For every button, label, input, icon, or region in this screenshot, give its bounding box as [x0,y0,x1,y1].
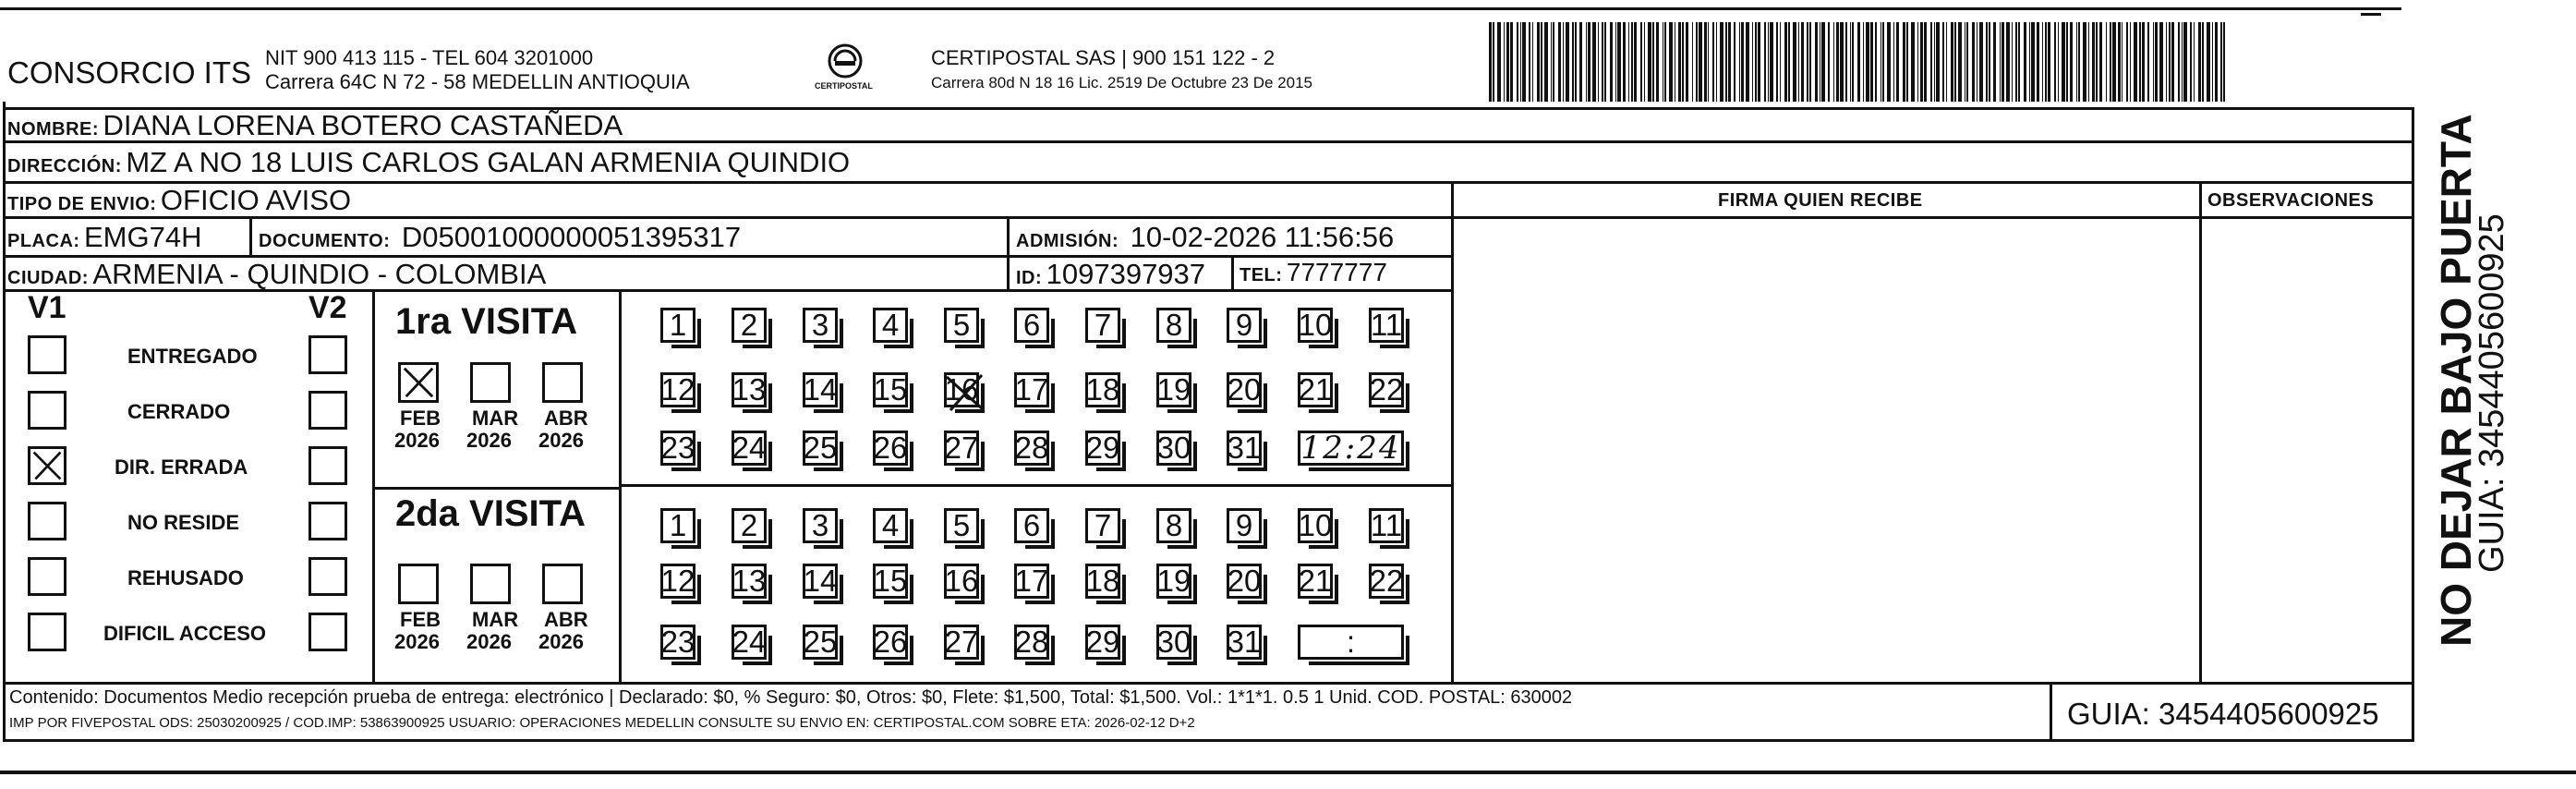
row-line-8 [372,487,620,490]
x-mark-icon [943,371,986,414]
placa-value: EMG74H [84,221,202,253]
year-label: 2026 [538,630,584,653]
row-line-3 [3,181,2414,184]
day-number: 29 [1085,431,1120,465]
day-box[interactable] [803,372,838,407]
day-number: 20 [1227,564,1262,598]
day-box[interactable] [1227,372,1262,407]
ciudad-label: CIUDAD: [7,268,89,288]
day-box[interactable] [873,431,908,466]
day-box[interactable] [1085,308,1120,343]
year-label: 2026 [466,630,512,653]
day-number: 11 [1370,508,1403,542]
nombre-value: DIANA LORENA BOTERO CASTAÑEDA [103,109,623,141]
top-right-dash [2361,13,2381,16]
nombre-field [7,109,623,142]
day-number: 17 [1014,564,1049,598]
documento-field [259,221,741,254]
tel-value: 7777777 [1286,258,1387,286]
v1-header: V1 [28,290,67,325]
day-box[interactable] [873,308,908,343]
v1-checkbox[interactable] [28,446,67,485]
day-box[interactable] [660,625,695,660]
x-mark-icon [401,365,436,400]
day-number: 21 [1298,564,1333,598]
month-label: ABR [544,407,588,430]
day-box[interactable] [873,625,908,660]
day-box[interactable] [1298,308,1333,343]
day-number: 22 [1369,564,1404,598]
v1-checkbox[interactable] [28,502,67,540]
v1-checkbox[interactable] [28,613,67,651]
day-box[interactable] [732,625,767,660]
day-number: 24 [732,625,767,659]
certipostal-logo [813,41,877,102]
day-number: 8 [1165,508,1183,542]
visit1-title: 1ra VISITA [395,301,578,342]
day-box[interactable] [1227,564,1262,599]
id-label: ID: [1016,268,1043,288]
visit2-title: 2da VISITA [395,493,586,534]
day-box[interactable] [1014,308,1049,343]
divider-status-visit [372,289,375,682]
v2-header: V2 [308,290,347,325]
firma-header: FIRMA QUIEN RECIBE [1718,190,1923,211]
day-number: 25 [803,625,838,659]
day-box[interactable] [1156,372,1191,407]
day-box[interactable] [1369,308,1404,343]
month-checkbox[interactable] [470,564,511,604]
day-number: 4 [881,508,900,542]
day-number: 13 [732,372,767,407]
day-box[interactable] [732,564,767,599]
day-box[interactable] [1369,564,1404,599]
day-number: 7 [1094,508,1112,542]
top-border-line [0,7,2401,10]
day-box[interactable] [660,431,695,466]
day-box[interactable] [732,508,767,543]
day-number: 20 [1227,372,1262,407]
day-box[interactable] [1014,431,1049,466]
v2-checkbox[interactable] [308,502,347,540]
x-mark-icon [30,449,64,482]
day-box[interactable] [1156,564,1191,599]
placa-field [7,221,201,254]
month-label: MAR [472,407,519,430]
day-number: 6 [1022,308,1041,342]
day-box[interactable] [1227,431,1262,466]
month-checkbox[interactable] [470,362,511,403]
day-box[interactable] [803,431,838,466]
day-box[interactable] [1369,508,1404,543]
day-box[interactable] [1227,508,1262,543]
v2-checkbox[interactable] [308,557,347,596]
day-number: 21 [1298,372,1333,407]
day-box[interactable] [803,625,838,660]
status-option-label: REHUSADO [127,566,244,589]
day-number: 14 [803,372,838,407]
status-option-label: CERRADO [127,400,231,423]
day-number: 27 [944,625,979,659]
day-number: 25 [803,431,838,465]
nombre-label: NOMBRE: [7,119,100,140]
status-option-label: DIR. ERRADA [115,455,248,479]
admision-value: 10-02-2026 11:56:56 [1130,221,1395,253]
day-number: 5 [952,308,971,342]
form-left-border [3,102,6,682]
day-box[interactable] [873,564,908,599]
day-number: 1 [669,508,687,542]
day-box[interactable] [803,564,838,599]
day-box[interactable] [944,431,979,466]
day-box[interactable] [1014,508,1049,543]
day-number: 12 [660,564,695,598]
tipo-envio-label: TIPO DE ENVIO: [7,194,157,214]
day-number: 2 [740,508,758,542]
day-box[interactable] [660,508,695,543]
day-box[interactable] [1298,564,1333,599]
day-box[interactable] [944,625,979,660]
day-number: 3 [811,508,829,542]
id-value: 1097397937 [1046,258,1206,290]
day-box[interactable] [1085,625,1120,660]
divider-firma-left [1451,181,1454,685]
month-checkbox[interactable] [542,564,583,604]
day-box[interactable] [1156,625,1191,660]
day-box[interactable] [1156,431,1191,466]
day-number: 31 [1227,625,1262,659]
day-number: 15 [873,564,908,598]
day-number: 10 [1298,508,1333,542]
v2-checkbox[interactable] [308,446,347,485]
ciudad-value: ARMENIA - QUINDIO - COLOMBIA [92,258,547,290]
v2-checkbox[interactable] [308,335,347,374]
day-number: 24 [732,431,767,465]
day-number: 16 [944,564,979,598]
day-number: 8 [1165,308,1183,342]
day-number: 2 [740,308,758,342]
day-number: 9 [1235,508,1253,542]
bottom-page-line [0,771,2576,774]
day-number: 28 [1014,625,1049,659]
observaciones-header: OBSERVACIONES [2207,190,2375,211]
status-option-label: DIFICIL ACCESO [103,622,267,645]
day-box[interactable] [944,372,979,407]
v1-checkbox[interactable] [28,391,67,430]
day-box[interactable] [873,508,908,543]
day-box[interactable] [1156,308,1191,343]
day-number: 6 [1022,508,1041,542]
day-number: 23 [660,625,695,659]
day-box[interactable] [1014,625,1049,660]
year-label: 2026 [394,630,440,653]
month-checkbox[interactable] [398,564,439,604]
day-number: 7 [1094,308,1112,342]
month-label: FEB [400,407,441,430]
tipo-envio-value: OFICIO AVISO [160,184,352,216]
divider-admision [1007,216,1010,289]
footer-bottom-line [3,739,2414,742]
status-option-label: NO RESIDE [127,511,240,534]
day-number: 26 [873,431,908,465]
time-box[interactable] [1298,625,1404,660]
direccion-label: DIRECCIÓN: [7,156,122,176]
day-box[interactable] [944,564,979,599]
day-number: 30 [1156,431,1191,465]
day-number: 23 [660,431,695,465]
row-line-4 [3,216,2414,219]
day-number: 11 [1370,308,1403,342]
side-guia: GUIA: 3454405600925 [2473,213,2511,573]
day-number: 19 [1156,372,1191,407]
day-box[interactable] [803,508,838,543]
divider-tel [1231,255,1234,289]
month-label: FEB [400,608,441,631]
day-box[interactable] [660,372,695,407]
no-dejar-bajo-puerta: NO DEJAR BAJO PUERTA [2432,114,2480,647]
day-box[interactable] [732,431,767,466]
v1-checkbox[interactable] [28,335,67,374]
form-right-border [2412,107,2414,742]
v2-checkbox[interactable] [308,613,347,651]
day-box[interactable] [1085,372,1120,407]
day-number: 28 [1014,431,1049,465]
day-number: 29 [1085,625,1120,659]
day-number: 30 [1156,625,1191,659]
day-number: 4 [881,308,900,342]
day-number: 14 [803,564,838,598]
direccion-value: MZ A NO 18 LUIS CARLOS GALAN ARMENIA QUINDIO [126,146,851,178]
id-field [1016,258,1205,291]
time-placeholder: : [1346,625,1356,659]
handwritten-time: 12:24 [1300,430,1401,467]
company-name: CONSORCIO ITS [7,55,252,90]
day-box[interactable] [732,308,767,343]
status-option-label: ENTREGADO [127,345,258,368]
day-box[interactable] [660,564,695,599]
day-box[interactable] [1227,625,1262,660]
day-box[interactable] [1298,508,1333,543]
day-box[interactable] [1085,431,1120,466]
month-checkbox[interactable] [398,362,439,403]
day-box[interactable] [1298,372,1333,407]
month-checkbox[interactable] [542,362,583,403]
footer-guia: GUIA: 3454405600925 [2067,697,2379,731]
row-line-7 [619,484,1453,487]
day-number: 10 [1298,308,1333,342]
day-box[interactable] [803,308,838,343]
tipo-envio-field [7,184,351,217]
day-box[interactable] [1014,564,1049,599]
divider-month-days [619,289,622,682]
day-number: 17 [1014,372,1049,407]
year-label: 2026 [466,429,512,452]
day-number: 12 [660,372,695,407]
tel-field [1240,258,1387,287]
day-number: 16 [944,372,979,407]
day-number: 18 [1085,564,1120,598]
day-box[interactable] [1085,564,1120,599]
documento-value: D05001000000051395317 [401,221,742,253]
day-number: 1 [669,308,687,342]
day-box[interactable] [660,308,695,343]
day-number: 27 [944,431,979,465]
month-label: ABR [544,608,588,631]
day-number: 9 [1235,308,1253,342]
ciudad-field [7,258,546,291]
v2-checkbox[interactable] [308,391,347,430]
day-box[interactable] [1014,372,1049,407]
day-number: 31 [1227,431,1262,465]
v1-checkbox[interactable] [28,557,67,596]
tel-label: TEL: [1240,265,1283,285]
year-label: 2026 [394,429,440,452]
company-nit: NIT 900 413 115 - TEL 604 3201000 [265,46,594,69]
divider-obs-left [2199,181,2202,685]
footer-contenido: Contenido: Documentos Medio recepción prueba de entrega: electrónico | Declarado: $0, % Seguro: $0, Otros: $0, Flete: $1,500, Total: $1,500. Vol.: 1*1*1. 0.5 1 Unid. COD. POSTAL: 630002 [9,687,1573,708]
certipostal-line: CERTIPOSTAL SAS | 900 151 122 - 2 [931,46,1276,69]
day-number: 15 [873,372,908,407]
day-number: 5 [952,508,971,542]
footer-left-line [3,682,6,742]
direccion-field [7,146,850,179]
day-box[interactable] [732,372,767,407]
documento-label: DOCUMENTO: [259,231,391,251]
day-box[interactable] [944,308,979,343]
divider-placa-documento [249,216,252,255]
logo-caption: CERTIPOSTAL [815,81,873,91]
day-number: 13 [732,564,767,598]
day-box[interactable] [1369,372,1404,407]
admision-label: ADMISIÓN: [1016,231,1119,251]
company-address: Carrera 64C N 72 - 58 MEDELLIN ANTIOQUIA [265,70,690,93]
day-box[interactable] [873,372,908,407]
day-box[interactable] [1156,508,1191,543]
divider-footer-guia [2050,682,2052,742]
time-box[interactable] [1298,431,1404,466]
year-label: 2026 [538,429,584,452]
day-number: 18 [1085,372,1120,407]
day-number: 19 [1156,564,1191,598]
day-box[interactable] [1085,508,1120,543]
footer-imp-line: IMP POR FIVEPOSTAL ODS: 25030200925 / COD.IMP: 53863900925 USUARIO: OPERACIONES MEDELLIN CONSULTE SU ENVIO EN: CERTIPOSTAL.COM SOBRE ETA: 2026-02-12 D+2 [9,715,1195,731]
day-box[interactable] [1227,308,1262,343]
certipostal-address: Carrera 80d N 18 16 Lic. 2519 De Octubre 23 De 2015 [931,74,1312,91]
day-number: 22 [1369,372,1404,407]
barcode [1489,22,2235,102]
admision-field [1016,221,1394,254]
certipostal-logo-icon [813,41,877,102]
day-number: 3 [811,308,829,342]
placa-label: PLACA: [7,231,80,251]
day-box[interactable] [944,508,979,543]
footer-top-line [3,682,2414,685]
month-label: MAR [472,608,519,631]
day-number: 26 [873,625,908,659]
